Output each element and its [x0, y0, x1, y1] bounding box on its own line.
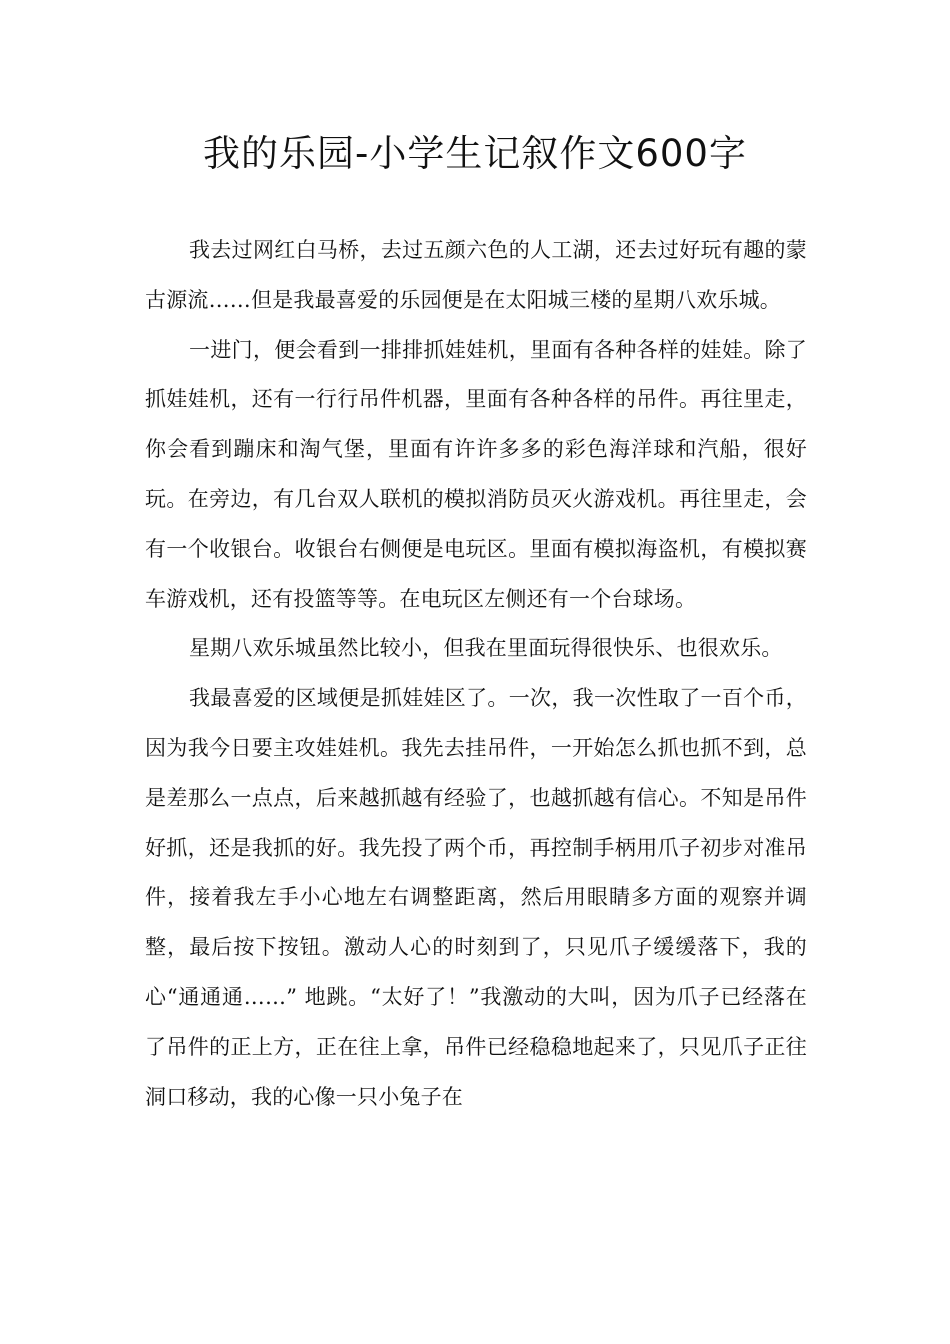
document-title: 我的乐园-小学生记叙作文600字	[203, 132, 747, 175]
paragraph-1: 我去过网红白马桥，去过五颜六色的人工湖，还去过好玩有趣的蒙古源流……但是我最喜爱的乐园便是在太阳城三楼的星期八欢乐城。	[145, 238, 807, 312]
paragraph-3: 星期八欢乐城虽然比较小，但我在里面玩得很快乐、也很欢乐。	[189, 636, 783, 661]
paragraph-2: 一进门，便会看到一排排抓娃娃机，里面有各种各样的娃娃。除了抓娃娃机，还有一行行吊件机器，里面有各种各样的吊件。再往里走，你会看到蹦床和淘气堡，里面有许许多多的彩色海洋球和汽船，很好玩。在旁边，有几台双人联机的模拟消防员灭火游戏机。再往里走，会有一个收银台。收银台右侧便是电玩区。里面有模拟海盗机，有模拟赛车游戏机，还有投篮等等。在电玩区左侧还有一个台球场。	[145, 337, 807, 611]
paragraph-4: 我最喜爱的区域便是抓娃娃区了。一次，我一次性取了一百个币，因为我今日要主攻娃娃机。我先去挂吊件，一开始怎么抓也抓不到，总是差那么一点点，后来越抓越有经验了，也越抓越有信心。不知是吊件好抓，还是我抓的好。我先投了两个币，再控制手柄用爪子初步对准吊件，接着我左手小心地左右调整距离，然后用眼睛多方面的观察并调整，最后按下按钮。激动人心的时刻到了，只见爪子缓缓落下，我的心“通通通……” 地跳。“太好了！”我激动的大叫，因为爪子已经落在了吊件的正上方，正在往上拿，吊件已经稳稳地起来了，只见爪子正往洞口移动，我的心像一只小兔子在	[145, 686, 807, 1109]
document-body	[145, 226, 807, 1122]
